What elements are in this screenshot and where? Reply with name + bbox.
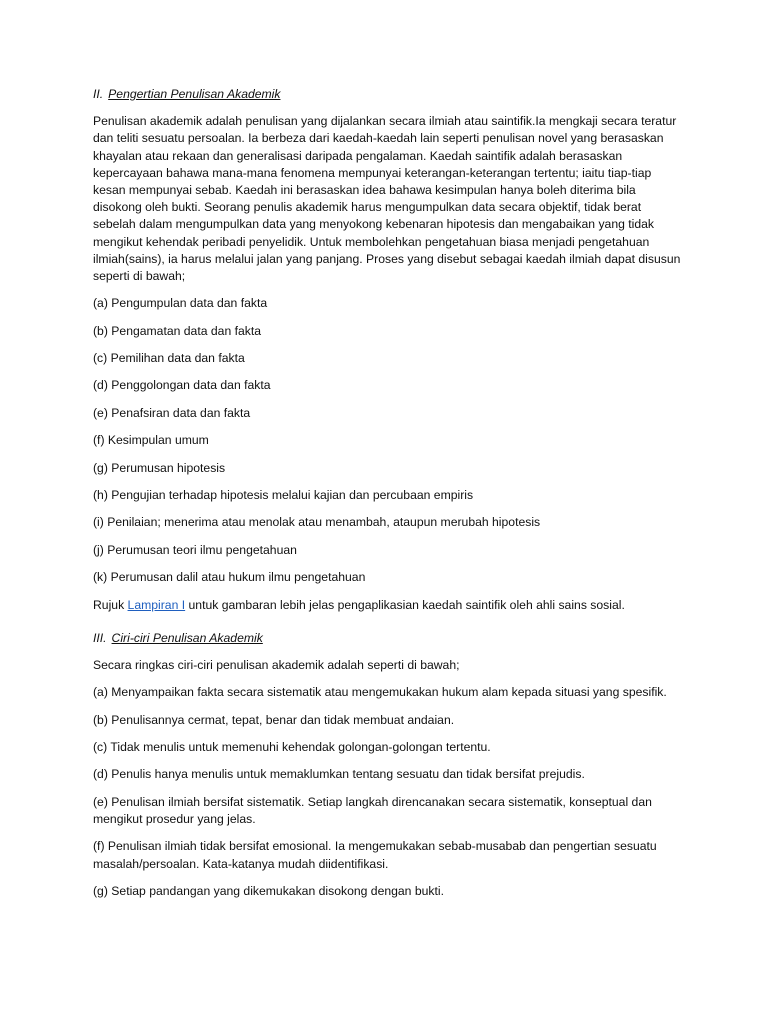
section-number: II.	[93, 87, 104, 101]
section-heading	[93, 86, 683, 103]
list-item: (a) Pengumpulan data dan fakta	[93, 296, 268, 311]
list-item: (d) Penulis hanya menulis untuk memaklumkan tentang sesuatu dan tidak bersifat prejudis.	[93, 767, 585, 782]
list-item: (f) Kesimpulan umum	[93, 433, 209, 448]
reference-text-before: Rujuk	[93, 597, 128, 612]
list-item: (k) Perumusan dalil atau hukum ilmu pengetahuan	[93, 570, 366, 585]
intro-paragraph: Secara ringkas ciri-ciri penulisan akademik adalah seperti di bawah;	[93, 657, 460, 672]
list-item: (b) Pengamatan data dan fakta	[93, 323, 262, 338]
reference-paragraph	[93, 597, 683, 614]
section-title: Pengertian Penulisan Akademik	[108, 87, 281, 101]
section-number: III.	[93, 630, 107, 645]
list-item: (c) Tidak menulis untuk memenuhi kehendak golongan-golongan tertentu.	[93, 739, 491, 754]
list-item: (j) Perumusan teori ilmu pengetahuan	[93, 542, 297, 557]
body-paragraph: Penulisan akademik adalah penulisan yang dijalankan secara ilmiah atau saintifik.Ia mengkaji secara teratur dan teliti sesuatu persoalan. Ia berbeza dari kaedah-kaedah lain seperti penulisan novel yang berasaskan khayalan atau rekaan dan generalisasi daripada pengalaman. Kaedah saintifik adalah berasaskan kepercayaan bahawa mana-mana fenomena mempunyai keterangan-keterangan tertentu; iaitu tiap-tiap kesan mempunyai sebab. Kaedah ini berasaskan idea bahawa kesimpulan hanya boleh diterima bila disokong oleh bukti. Seorang penulis akademik harus mengumpulkan data secara objektif, tidak berat sebelah dalam mengumpulkan data yang menyokong kebenaran hipotesis dan mengabaikan yang tidak mengikut kehendak peribadi penyelidik. Untuk membolehkan pengetahuan biasa menjadi pengetahuan ilmiah(sains), ia harus melalui jalan yang panjang. Proses yang disebut sebagai kaedah ilmiah dapat disusun seperti di bawah;	[93, 114, 681, 284]
list-item: (i) Penilaian; menerima atau menolak atau menambah, ataupun merubah hipotesis	[93, 515, 541, 530]
list-item: (e) Penulisan ilmiah bersifat sistematik. Setiap langkah direncanakan secara sistematik, konseptual dan mengikut prosedur yang jelas.	[93, 794, 652, 826]
document-body	[93, 86, 683, 910]
process-list	[93, 295, 683, 586]
lampiran-link[interactable]: Lampiran I	[127, 597, 186, 612]
list-item: (c) Pemilihan data dan fakta	[93, 351, 245, 366]
list-item: (f) Penulisan ilmiah tidak bersifat emosional. Ia mengemukakan sebab-musabab dan pengertian sesuatu masalah/persoalan. Kata-katanya mudah diidentifikasi.	[93, 839, 657, 871]
list-item: (g) Perumusan hipotesis	[93, 460, 226, 475]
list-item: (d) Penggolongan data dan fakta	[93, 378, 271, 393]
section-heading	[93, 630, 683, 647]
reference-text-after: untuk gambaran lebih jelas pengaplikasian kaedah saintifik oleh ahli sains sosial.	[185, 597, 625, 612]
list-item: (h) Pengujian terhadap hipotesis melalui kajian dan percubaan empiris	[93, 487, 474, 502]
characteristics-list	[93, 684, 683, 900]
list-item: (b) Penulisannya cermat, tepat, benar dan tidak membuat andaian.	[93, 712, 455, 727]
section-title: Ciri-ciri Penulisan Akademik	[111, 630, 263, 645]
list-item: (a) Menyampaikan fakta secara sistematik atau mengemukakan hukum alam kepada situasi yang spesifik.	[93, 685, 667, 700]
list-item: (g) Setiap pandangan yang dikemukakan disokong dengan bukti.	[93, 883, 444, 898]
list-item: (e) Penafsiran data dan fakta	[93, 405, 251, 420]
